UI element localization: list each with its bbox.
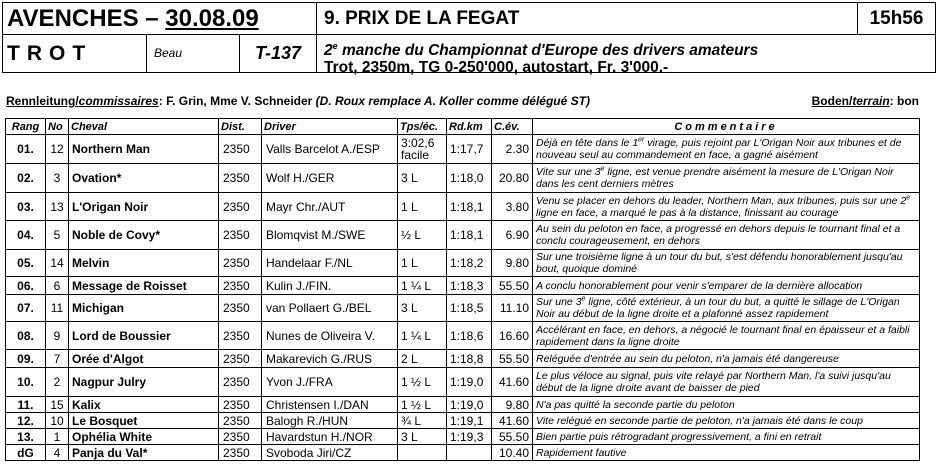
race-description xyxy=(316,34,936,77)
cell-distance: 2350 xyxy=(219,221,262,250)
ground-condition: Boden/terrain: bon xyxy=(811,94,919,108)
table-row xyxy=(6,164,920,193)
cell-driver: Yvon J./FRA xyxy=(262,368,398,397)
cell-rang: 10. xyxy=(6,368,46,397)
cell-rang: 07. xyxy=(6,295,46,322)
cell-odds: 3.80 xyxy=(492,193,533,221)
cell-driver: Handelaar F./NL xyxy=(262,250,398,277)
cell-distance: 2350 xyxy=(219,322,262,350)
cell-comment: Déjà en tête dans le 1er virage, puis rejoint par L'Origan Noir aux tribunes et de nouveau seul au commandement en face, a gagné aisément xyxy=(533,135,920,164)
cell-comment: Accélérant en face, en dehors, a négocié le tournant final en épaisseur et a faibli rapidement dans la ligne droite xyxy=(533,322,920,350)
cell-driver: Havardstun H./NOR xyxy=(262,429,398,445)
cell-no: 6 xyxy=(46,277,69,295)
table-row xyxy=(6,322,920,350)
cell-comment: Sur une troisième ligne à un tour du but, s'est défendu honorablement jusqu'au bout, quoique dominé xyxy=(533,250,920,277)
cell-distance: 2350 xyxy=(219,295,262,322)
officials-label: Rennleitung/commissaires xyxy=(6,94,159,108)
table-row xyxy=(6,413,920,429)
race-description-line2: Trot, 2350m, TG 0-250'000, autostart, Fr. 3'000.- xyxy=(324,59,669,77)
race-title: 9. PRIX DE LA FEGAT xyxy=(316,2,858,35)
table-row xyxy=(6,250,920,277)
cell-time-gap: ¾ L xyxy=(398,413,447,429)
cell-horse: Ophélia White xyxy=(69,429,219,445)
cell-no: 5 xyxy=(46,221,69,250)
cell-comment: Reléguée d'entrée au sein du peloton, n'a jamais été dangereuse xyxy=(533,350,920,368)
cell-horse: Kalix xyxy=(69,397,219,413)
cell-comment: Venu se placer en dehors du leader, Northern Man, aux tribunes, puis sur une 2e ligne en face, a marqué le pas à la distance, finissant au courage xyxy=(533,193,920,221)
cell-horse: Michigan xyxy=(69,295,219,322)
officials: Rennleitung/commissaires: F. Grin, Mme V. Schneider (D. Roux remplace A. Koller comme délégué ST) xyxy=(6,94,590,108)
col-horse: Cheval xyxy=(69,119,219,135)
cell-km-time xyxy=(447,445,492,461)
table-row xyxy=(6,277,920,295)
cell-km-time: 1:18,1 xyxy=(447,221,492,250)
cell-rang: 01. xyxy=(6,135,46,164)
cell-no: 15 xyxy=(46,397,69,413)
cell-no: 3 xyxy=(46,164,69,193)
cell-odds: 9.80 xyxy=(492,397,533,413)
cell-distance: 2350 xyxy=(219,445,262,461)
cell-km-time: 1:17,7 xyxy=(447,135,492,164)
cell-no: 12 xyxy=(46,135,69,164)
cell-driver: Nunes de Oliveira V. xyxy=(262,322,398,350)
table-row xyxy=(6,350,920,368)
cell-odds: 41.60 xyxy=(492,413,533,429)
cell-driver: Christensen I./DAN xyxy=(262,397,398,413)
cell-horse: Orée d'Algot xyxy=(69,350,219,368)
cell-distance: 2350 xyxy=(219,429,262,445)
ground-value: bon xyxy=(893,94,919,108)
table-row xyxy=(6,135,920,164)
cell-distance: 2350 xyxy=(219,397,262,413)
cell-driver: Valls Barcelot A./ESP xyxy=(262,135,398,164)
discipline: TROT xyxy=(2,34,147,73)
cell-driver: Mayr Chr./AUT xyxy=(262,193,398,221)
officials-names: F. Grin, Mme V. Schneider xyxy=(162,94,316,108)
cell-horse: Lord de Boussier xyxy=(69,322,219,350)
table-row xyxy=(6,445,920,461)
cell-time-gap: 3 L xyxy=(398,295,447,322)
cell-distance: 2350 xyxy=(219,277,262,295)
race-time: 15h56 xyxy=(857,2,936,35)
cell-km-time: 1:19,3 xyxy=(447,429,492,445)
cell-no: 9 xyxy=(46,322,69,350)
cell-km-time: 1:18,8 xyxy=(447,350,492,368)
cell-comment: Au sein du peloton en face, a progressé en dehors depuis le tournant final et a conclu courageusement, en dehors xyxy=(533,221,920,250)
cell-distance: 2350 xyxy=(219,193,262,221)
cell-time-gap: 1 ½ L xyxy=(398,397,447,413)
cell-distance: 2350 xyxy=(219,350,262,368)
cell-rang: 13. xyxy=(6,429,46,445)
cell-odds: 6.90 xyxy=(492,221,533,250)
cell-time-gap: 1 ¼ L xyxy=(398,277,447,295)
cell-horse: Noble de Covy* xyxy=(69,221,219,250)
cell-time-gap: 2 L xyxy=(398,350,447,368)
cell-time-gap: 1 ½ L xyxy=(398,368,447,397)
col-time-gap: Tps/éc. xyxy=(398,119,447,135)
cell-distance: 2350 xyxy=(219,164,262,193)
table-row xyxy=(6,397,920,413)
cell-driver: Blomqvist M./SWE xyxy=(262,221,398,250)
results-table xyxy=(5,118,920,461)
table-row xyxy=(6,295,920,322)
cell-km-time: 1:19,0 xyxy=(447,368,492,397)
cell-odds: 20.80 xyxy=(492,164,533,193)
weather: Beau xyxy=(146,34,240,73)
cell-rang: 11. xyxy=(6,397,46,413)
cell-odds: 16.60 xyxy=(492,322,533,350)
cell-comment: Vite relégué en seconde partie de peloton, n'a jamais été dans le coup xyxy=(533,413,920,429)
cell-horse: Melvin xyxy=(69,250,219,277)
cell-no: 2 xyxy=(46,368,69,397)
cell-comment: N'a pas quitté la seconde partie du peloton xyxy=(533,397,920,413)
cell-rang: 08. xyxy=(6,322,46,350)
cell-time-gap xyxy=(398,445,447,461)
cell-no: 13 xyxy=(46,193,69,221)
cell-rang: dG xyxy=(6,445,46,461)
cell-time-gap: 1 ¼ L xyxy=(398,322,447,350)
table-row xyxy=(6,193,920,221)
cell-no: 14 xyxy=(46,250,69,277)
cell-distance: 2350 xyxy=(219,413,262,429)
cell-km-time: 1:18,2 xyxy=(447,250,492,277)
cell-distance: 2350 xyxy=(219,368,262,397)
cell-no: 1 xyxy=(46,429,69,445)
cell-rang: 09. xyxy=(6,350,46,368)
cell-driver: Svoboda Jiri/CZ xyxy=(262,445,398,461)
cell-rang: 06. xyxy=(6,277,46,295)
track-code: T-137 xyxy=(239,34,317,73)
cell-rang: 12. xyxy=(6,413,46,429)
col-odds: C.év. xyxy=(492,119,533,135)
cell-km-time: 1:18,3 xyxy=(447,277,492,295)
cell-odds: 55.50 xyxy=(492,429,533,445)
cell-distance: 2350 xyxy=(219,135,262,164)
cell-comment: A conclu honorablement pour venir s'emparer de la dernière allocation xyxy=(533,277,920,295)
table-row xyxy=(6,429,920,445)
cell-time-gap: 1 L xyxy=(398,193,447,221)
cell-horse: Message de Roisset xyxy=(69,277,219,295)
race-date: 30.08.09 xyxy=(165,5,259,32)
ground-label: Boden/terrain xyxy=(811,94,890,108)
col-comment: Commentaire xyxy=(533,119,920,135)
table-row xyxy=(6,221,920,250)
cell-odds: 11.10 xyxy=(492,295,533,322)
cell-time-gap: 3 L xyxy=(398,429,447,445)
cell-distance: 2350 xyxy=(219,250,262,277)
cell-horse: Le Bosquet xyxy=(69,413,219,429)
venue-name: AVENCHES xyxy=(7,5,139,32)
race-description-line1: 2e manche du Championnat d'Europe des drivers amateurs xyxy=(324,41,759,60)
cell-odds: 55.50 xyxy=(492,350,533,368)
cell-comment: Sur une 3e ligne, côté extérieur, à un tour du but, a quitté le sillage de L'Origan Noir au début de la ligne droite et a plafonné assez rapidement xyxy=(533,295,920,322)
cell-odds: 55.50 xyxy=(492,277,533,295)
cell-odds: 2.30 xyxy=(492,135,533,164)
cell-km-time: 1:18,5 xyxy=(447,295,492,322)
header-row xyxy=(6,119,920,135)
cell-km-time: 1:18,6 xyxy=(447,322,492,350)
cell-horse: Nagpur Julry xyxy=(69,368,219,397)
cell-no: 4 xyxy=(46,445,69,461)
cell-driver: Kulin J./FIN. xyxy=(262,277,398,295)
cell-odds: 10.40 xyxy=(492,445,533,461)
venue-date xyxy=(2,2,317,35)
cell-comment: Le plus véloce au signal, puis vite relayé par Northern Man, l'a suivi jusqu'au début de la ligne droite avant de baisser de pied xyxy=(533,368,920,397)
cell-odds: 9.80 xyxy=(492,250,533,277)
cell-horse: Northern Man xyxy=(69,135,219,164)
col-no: No xyxy=(46,119,69,135)
col-rang: Rang xyxy=(6,119,46,135)
title-dash: – xyxy=(145,5,159,32)
cell-time-gap: 1 L xyxy=(398,250,447,277)
cell-no: 7 xyxy=(46,350,69,368)
cell-driver: Makarevich G./RUS xyxy=(262,350,398,368)
cell-km-time: 1:18,0 xyxy=(447,164,492,193)
cell-comment: Bien partie puis rétrogradant progressivement, a fini en retrait xyxy=(533,429,920,445)
cell-km-time: 1:19,0 xyxy=(447,397,492,413)
cell-time-gap: 3:02,6 facile xyxy=(398,135,447,164)
officials-note: (D. Roux remplace A. Koller comme délégué ST) xyxy=(315,94,590,108)
cell-odds: 41.60 xyxy=(492,368,533,397)
cell-rang: 05. xyxy=(6,250,46,277)
cell-no: 10 xyxy=(46,413,69,429)
cell-driver: Balogh R./HUN xyxy=(262,413,398,429)
cell-horse: L'Origan Noir xyxy=(69,193,219,221)
cell-time-gap: 3 L xyxy=(398,164,447,193)
cell-rang: 04. xyxy=(6,221,46,250)
col-driver: Driver xyxy=(262,119,398,135)
cell-driver: van Pollaert G./BEL xyxy=(262,295,398,322)
cell-comment: Rapidement fautive xyxy=(533,445,920,461)
table-row xyxy=(6,368,920,397)
col-dist: Dist. xyxy=(219,119,262,135)
cell-driver: Wolf H./GER xyxy=(262,164,398,193)
cell-km-time: 1:18,1 xyxy=(447,193,492,221)
cell-no: 11 xyxy=(46,295,69,322)
cell-km-time: 1:19,1 xyxy=(447,413,492,429)
cell-rang: 03. xyxy=(6,193,46,221)
cell-horse: Panja du Val* xyxy=(69,445,219,461)
cell-horse: Ovation* xyxy=(69,164,219,193)
cell-comment: Vite sur une 3e ligne, est venue prendre aisément la mesure de L'Origan Noir dans les cent derniers mètres xyxy=(533,164,920,193)
cell-rang: 02. xyxy=(6,164,46,193)
cell-time-gap: ½ L xyxy=(398,221,447,250)
col-km-time: Rd.km xyxy=(447,119,492,135)
